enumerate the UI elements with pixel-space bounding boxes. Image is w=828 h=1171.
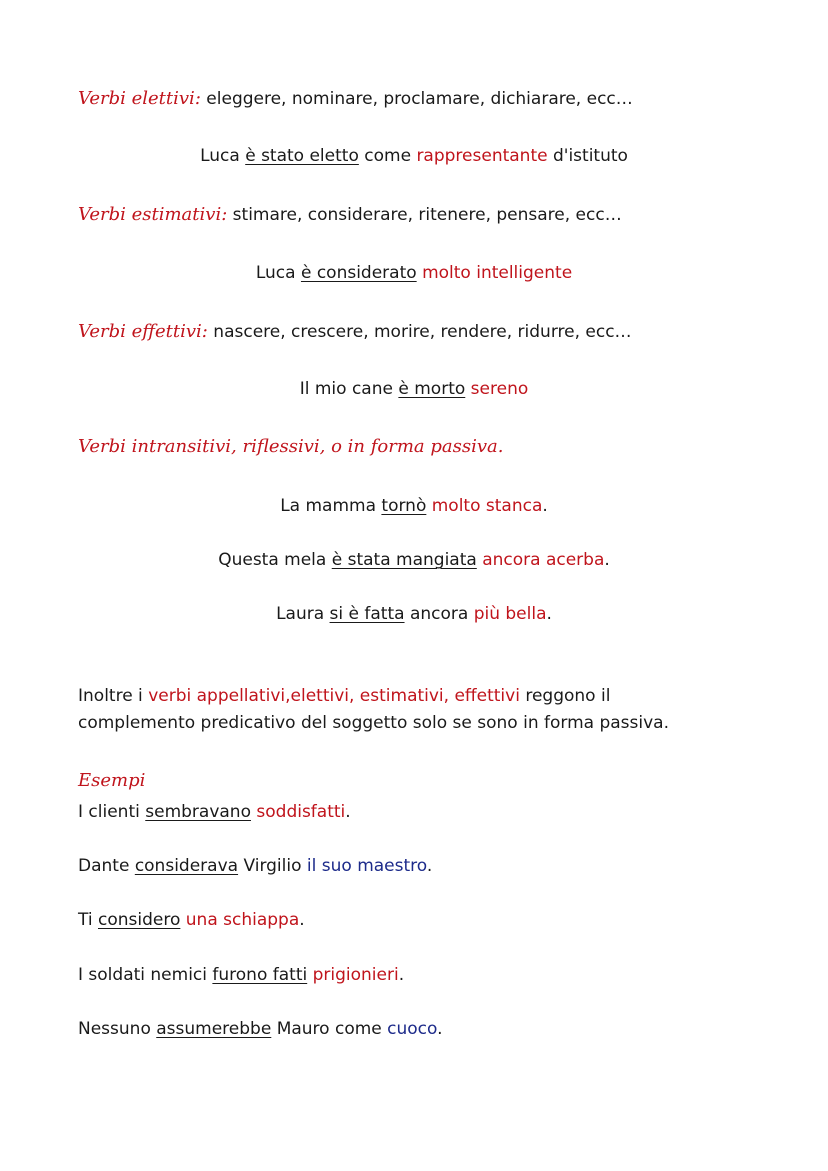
esempio-2: [78, 855, 432, 877]
example-text: .: [398, 965, 405, 985]
example-predicativo: molto intelligente: [422, 263, 573, 283]
list-effettivi: nascere, crescere, morire, rendere, ridurre, ecc…: [213, 322, 632, 342]
example-text: Laura: [276, 604, 330, 624]
example-intransitivi-2: [0, 549, 828, 571]
example-verb: tornò: [381, 496, 427, 516]
example-text: Luca: [200, 146, 246, 166]
example-text: Virgilio: [238, 856, 307, 876]
example-text: La mamma: [280, 496, 382, 516]
example-verb: considero: [98, 910, 181, 930]
note-text: Inoltre i: [78, 686, 149, 706]
example-verb: è considerato: [300, 263, 417, 283]
note-verbi-highlight: verbi appellativi,elettivi, estimativi, effettivi: [148, 686, 520, 706]
example-text: come: [358, 146, 417, 166]
example-predicativo: più bella: [473, 604, 547, 624]
section-elettivi-line: [78, 88, 633, 110]
example-predicativo: una schiappa: [185, 910, 300, 930]
esempio-3: [78, 909, 305, 931]
example-predicativo: molto stanca: [431, 496, 543, 516]
example-effettivi: [0, 378, 828, 400]
heading-verbi-estimativi: Verbi estimativi:: [78, 204, 228, 225]
example-estimativi: [0, 262, 828, 284]
list-estimativi: stimare, considerare, ritenere, pensare, ecc…: [232, 205, 622, 225]
example-text: .: [546, 604, 552, 624]
example-verb: si è fatta: [329, 604, 405, 624]
example-verb: furono fatti: [212, 965, 308, 985]
esempio-4: [78, 964, 404, 986]
example-text: Luca: [255, 263, 301, 283]
example-predicativo: ancora acerba: [482, 550, 605, 570]
list-elettivi: eleggere, nominare, proclamare, dichiarare, ecc…: [206, 89, 633, 109]
example-predicativo-oggetto: il suo maestro: [306, 856, 427, 876]
example-intransitivi-1: [0, 495, 828, 517]
example-predicativo: rappresentante: [416, 146, 548, 166]
example-verb: considerava: [134, 856, 239, 876]
example-text: Questa mela: [218, 550, 332, 570]
example-text: Nessuno: [78, 1019, 157, 1039]
example-elettivi: [0, 145, 828, 167]
section-estimativi-line: [78, 204, 622, 226]
example-text: d'istituto: [547, 146, 628, 166]
heading-esempi: Esempi: [78, 770, 146, 791]
example-text: ancora: [404, 604, 474, 624]
example-text: Mauro come: [271, 1019, 388, 1039]
example-predicativo: sereno: [470, 379, 529, 399]
note-text: reggono il: [519, 686, 611, 706]
example-text: .: [299, 910, 305, 930]
example-text: Ti: [78, 910, 98, 930]
example-predicativo: soddisfatti: [256, 802, 346, 822]
section-effettivi-line: [78, 321, 632, 343]
example-verb: assumerebbe: [156, 1019, 272, 1039]
note-line-2: complemento predicativo del soggetto solo se sono in forma passiva.: [78, 713, 669, 733]
example-text: .: [345, 802, 351, 822]
esempio-5: [78, 1018, 443, 1040]
example-predicativo-oggetto: cuoco: [387, 1019, 438, 1039]
example-text: .: [604, 550, 610, 570]
example-text: I soldati nemici: [78, 965, 213, 985]
example-intransitivi-3: [0, 603, 828, 625]
example-verb: è stato eletto: [245, 146, 359, 166]
heading-verbi-effettivi: Verbi effettivi:: [78, 321, 208, 342]
heading-verbi-intransitivi: Verbi intransitivi, riflessivi, o in forma passiva.: [78, 436, 504, 457]
example-text: I clienti: [78, 802, 146, 822]
example-text: Il mio cane: [299, 379, 399, 399]
esempio-1: [78, 801, 351, 823]
example-verb: è morto: [398, 379, 466, 399]
heading-verbi-elettivi: Verbi elettivi:: [78, 88, 201, 109]
example-text: .: [542, 496, 548, 516]
note-line-1: [78, 685, 610, 707]
example-text: .: [437, 1019, 443, 1039]
example-text: Dante: [78, 856, 135, 876]
example-verb: è stata mangiata: [331, 550, 477, 570]
example-predicativo: prigionieri: [312, 965, 399, 985]
example-text: .: [426, 856, 433, 876]
example-verb: sembravano: [145, 802, 251, 822]
